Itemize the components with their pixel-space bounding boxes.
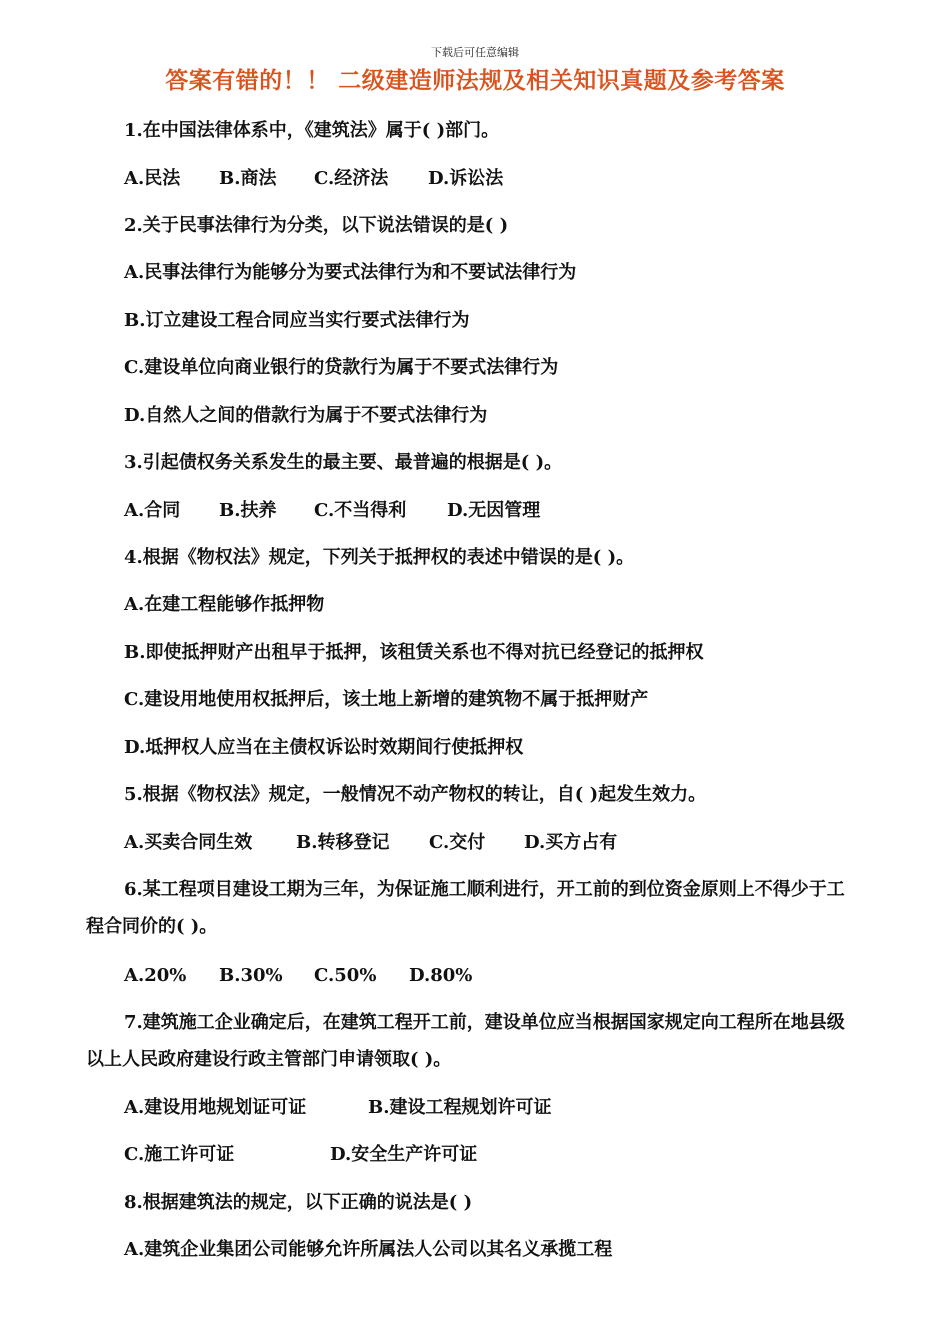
option-a: A.建设用地规划证可证: [124, 1097, 307, 1118]
document-title: 答案有错的！！ 二级建造师法规及相关知识真题及参考答案: [165, 67, 785, 94]
header-note: 下载后可任意编辑: [431, 46, 519, 59]
option-c: C.交付: [429, 832, 486, 853]
option-d: D.诉讼法: [428, 168, 504, 189]
question-4-option-a: A.在建工程能够作抵押物: [124, 594, 325, 615]
option-d: D.安全生产许可证: [330, 1144, 478, 1165]
question-7-options-row1: [124, 1094, 551, 1122]
question-7-stem: 7.建筑施工企业确定后，在建筑工程开工前，建设单位应当根据国家规定向工程所在地县级以上人民政府建设行政主管部门申请领取( )。: [86, 1012, 845, 1070]
question-4-option-d: D.坻押权人应当在主债权诉讼时效期间行使抵押权: [124, 737, 524, 758]
question-8-option-a: A.建筑企业集团公司能够允许所属法人公司以其名义承揽工程: [124, 1239, 613, 1260]
question-3-stem: 3.引起债权务关系发生的最主要、最普遍的根据是( )。: [124, 452, 563, 473]
option-a: A.合同: [124, 500, 181, 521]
option-a: A.20%: [124, 965, 187, 986]
question-2-option-b: B.订立建设工程合同应当实行要式法律行为: [124, 310, 470, 331]
question-4-option-b: B.即使抵押财产出租早于抵押，该租赁关系也不得对抗已经登记的抵押权: [124, 642, 704, 663]
question-3-options: [124, 497, 540, 525]
option-b: B.建设工程规划许可证: [368, 1097, 552, 1118]
option-c: C.经济法: [314, 168, 389, 189]
option-a: A.民法: [124, 168, 181, 189]
question-2-option-d: D.自然人之间的借款行为属于不要式法律行为: [124, 405, 488, 426]
question-6-options: [124, 962, 472, 990]
question-4-stem: 4.根据《物权法》规定，下列关于抵押权的表述中错误的是( )。: [124, 547, 635, 568]
question-2-option-c: C.建设单位向商业银行的贷款行为属于不要式法律行为: [124, 357, 559, 378]
question-7-options-row2: [124, 1141, 477, 1169]
question-2-stem: 2.关于民事法律行为分类，以下说法错误的是( ): [124, 215, 509, 236]
question-4-option-c: C.建设用地使用权抵押后，该土地上新增的建筑物不属于抵押财产: [124, 689, 649, 710]
question-5-options: [124, 829, 617, 857]
option-d: D.买方占有: [524, 832, 618, 853]
option-d: D.无因管理: [447, 500, 541, 521]
option-c: C.不当得利: [314, 500, 407, 521]
option-c: C.施工许可证: [124, 1144, 235, 1165]
question-5-stem: 5.根据《物权法》规定，一般情况不动产物权的转让，自( )起发生效力。: [124, 784, 707, 805]
question-1-stem: 1.在中国法律体系中，《建筑法》属于( )部门。: [124, 120, 500, 141]
option-a: A.买卖合同生效: [124, 832, 253, 853]
option-b: B.转移登记: [296, 832, 390, 853]
question-1-options: [124, 165, 503, 193]
question-2-option-a: A.民事法律行为能够分为要式法律行为和不要试法律行为: [124, 262, 577, 283]
option-b: B.扶养: [219, 500, 277, 521]
option-d: D.80%: [409, 965, 473, 986]
question-8-stem: 8.根据建筑法的规定，以下正确的说法是( ): [124, 1192, 473, 1213]
option-b: B.30%: [219, 965, 283, 986]
question-6-stem: 6.某工程项目建设工期为三年，为保证施工顺利进行，开工前的到位资金原则上不得少于工程合同价的( )。: [86, 879, 845, 937]
option-c: C.50%: [314, 965, 377, 986]
option-b: B.商法: [219, 168, 277, 189]
